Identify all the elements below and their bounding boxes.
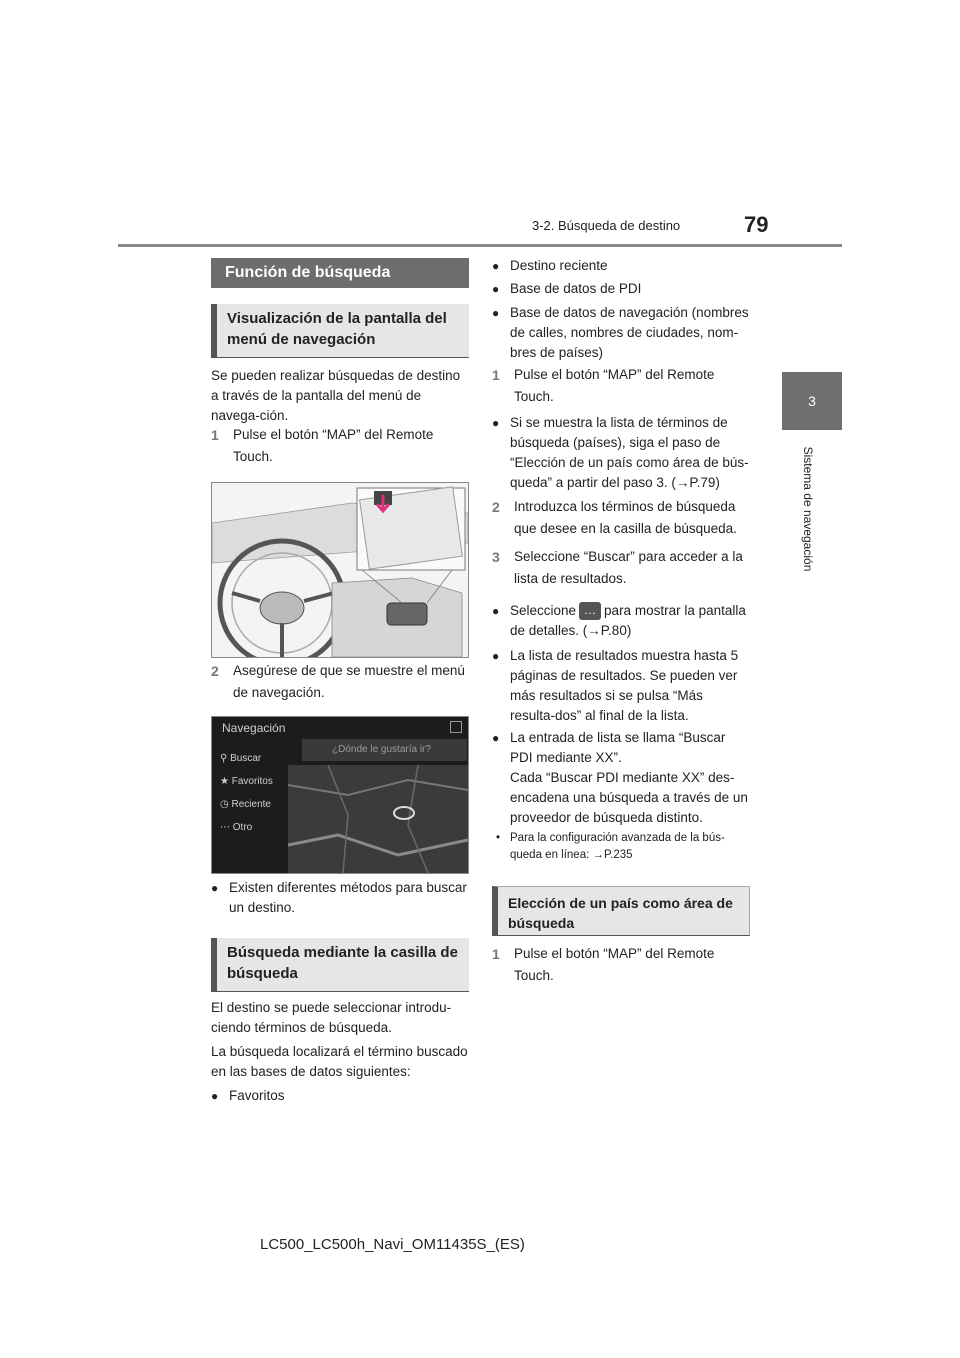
- bullet-country-list: ● Si se muestra la lista de términos de búsqueda (países), siga el paso de “Elección de un país como área de bús-queda” a partir del paso 3. (→P.79): [492, 415, 749, 490]
- step-r1: 1 Pulse el botón “MAP” del Remote Touch.: [492, 367, 715, 404]
- bullet-methods: ● Existen diferentes métodos para buscar un destino.: [211, 880, 467, 915]
- step-2: 2 Asegúrese de que se muestre el menú de navegación.: [211, 663, 465, 700]
- document-code: LC500_LC500h_Navi_OM11435S_(ES): [260, 1236, 525, 1253]
- nav-title: Navegación: [222, 721, 286, 735]
- bullet-buscar-pdi: ● La entrada de lista se llama “Buscar PDI mediante XX”. Cada “Buscar PDI mediante XX” des-encadena una búsqueda a través de un proveedor de búsqueda distinto.: [492, 730, 748, 825]
- heading-function: Función de búsqueda: [211, 258, 469, 288]
- map-view: [288, 765, 468, 873]
- heading-menu: Visualización de la pantalla del menú de navegación: [211, 304, 469, 358]
- step-r4: 1 Pulse el botón “MAP” del Remote Touch.: [492, 946, 715, 983]
- step-r2: 2 Introduzca los términos de búsqueda que desee en la casilla de búsqueda.: [492, 499, 737, 536]
- bullet-navigation-db: ● Base de datos de navegación (nombres de calles, nombres de ciudades, nom-bres de países): [492, 305, 749, 360]
- status-icon: [450, 721, 462, 733]
- intro-paragraph: Se pueden realizar búsquedas de destino a través de la pantalla del menú de navega-ción.: [211, 368, 461, 423]
- more-icon: ⋯: [220, 822, 233, 833]
- nav-item-otro[interactable]: ⋯ Otro: [220, 822, 253, 833]
- bullet-results: ● La lista de resultados muestra hasta 5 páginas de resultados. Se pueden ver más resultados si se pulsa “Más resulta-dos” al final de la lista.: [492, 648, 739, 723]
- nav-item-reciente[interactable]: ◷ Reciente: [220, 799, 271, 810]
- clock-icon: ◷: [220, 799, 232, 810]
- note-advanced: • Para la configuración avanzada de la bús-queda en línea: →P.235: [496, 832, 725, 861]
- star-icon: ★: [220, 776, 232, 787]
- search-icon: ⚲: [220, 753, 231, 764]
- more-options-icon: [579, 602, 601, 620]
- step-r3: 3 Seleccione “Buscar” para acceder a la lista de resultados.: [492, 549, 743, 586]
- search-box-paragraph-1: El destino se puede seleccionar introdu-ciendo términos de búsqueda.: [211, 1000, 452, 1035]
- step-1: 1 Pulse el botón “MAP” del Remote Touch.: [211, 427, 434, 464]
- bullet-favoritos: ● Favoritos: [211, 1088, 285, 1103]
- search-box-paragraph-2: La búsqueda localizará el término buscado en las bases de datos siguientes:: [211, 1044, 468, 1079]
- heading-country: Elección de un país como área de búsqueda: [492, 886, 750, 936]
- remote-touch-illustration: [211, 482, 469, 658]
- nav-search-input[interactable]: ¿Dónde le gustaría ir?: [302, 739, 467, 761]
- nav-item-favoritos[interactable]: ★ Favoritos: [220, 776, 273, 787]
- bullet-reciente: ● Destino reciente: [492, 258, 608, 273]
- navigation-menu-screen: [211, 716, 469, 874]
- bullet-details: ● Seleccione… para mostrar la pantalla de detalles. (→P.80): [492, 601, 750, 641]
- nav-item-buscar[interactable]: ⚲ Buscar: [220, 753, 262, 764]
- page-number: 79: [744, 212, 769, 237]
- header-rule: [118, 244, 842, 247]
- chapter-label: Sistema de navegación: [801, 446, 815, 572]
- bullet-pdi: ● Base de datos de PDI: [492, 281, 642, 296]
- section-title: 3-2. Búsqueda de destino: [532, 218, 681, 233]
- chapter-tab: 3: [782, 372, 842, 430]
- heading-search-box: Búsqueda mediante la casilla de búsqueda: [211, 938, 469, 992]
